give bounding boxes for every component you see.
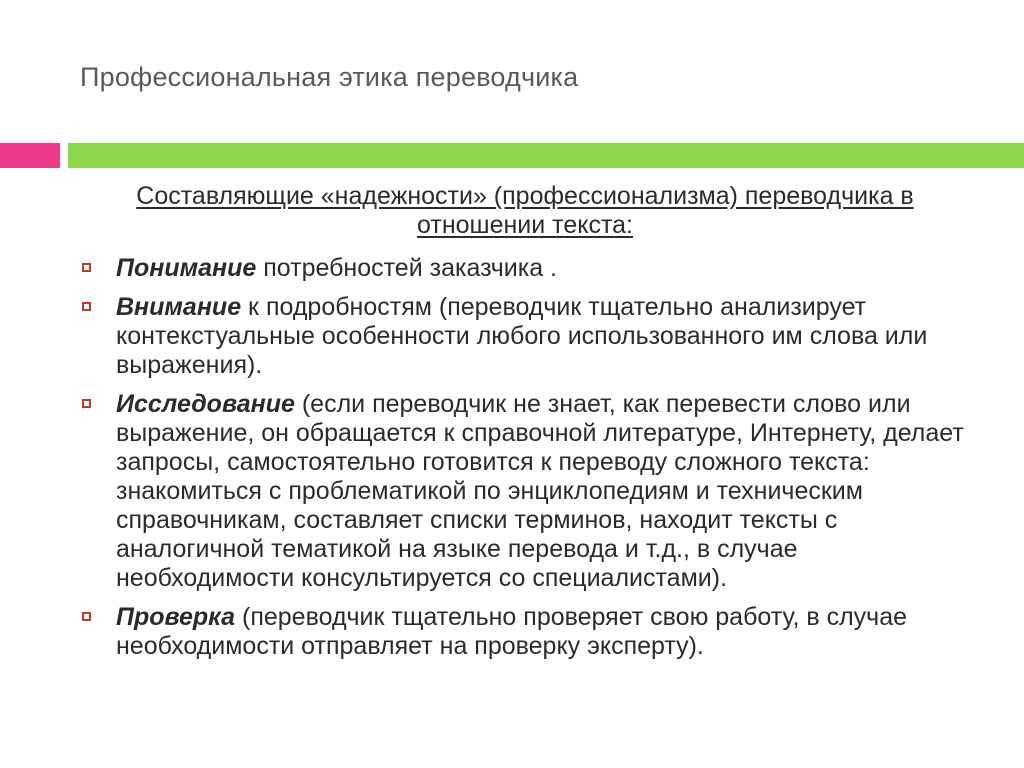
bullet-text: (если переводчик не знает, как перевести слово или выражение, он обращается к справочной литературе, Интернету, делает запросы, самостоятельно готовится к переводу сложного текста: знакомиться с проблематикой по энциклопедиям и техническим справочникам, составляет списки терминов, находит тексты с аналогичной тематикой на языке перевода и т.д., в случае необходимости консультируется со специалистами). bbox=[116, 390, 964, 592]
bullet-item-attention bbox=[80, 293, 980, 380]
bullet-item-verification bbox=[80, 603, 980, 661]
slide-title: Профессиональная этика переводчика bbox=[80, 62, 579, 92]
square-bullet-icon bbox=[82, 263, 91, 272]
bullet-item-understanding bbox=[80, 254, 980, 283]
bullet-term: Исследование bbox=[116, 390, 295, 418]
accent-bar-pink bbox=[0, 143, 60, 168]
bullet-text: потребностей заказчика . bbox=[256, 254, 558, 282]
bullet-term: Проверка bbox=[116, 603, 236, 631]
accent-bar-green bbox=[68, 143, 1024, 168]
bullet-term: Внимание bbox=[116, 293, 242, 321]
bullet-text: к подробностям (переводчик тщательно анализирует контекстуальные особенности любого использованного им слова или выражения). bbox=[116, 293, 928, 379]
bullet-term: Понимание bbox=[116, 254, 257, 282]
bullet-text: (переводчик тщательно проверяет свою работу, в случае необходимости отправляет на проверку эксперту). bbox=[116, 603, 908, 660]
square-bullet-icon bbox=[82, 399, 91, 408]
bullet-list bbox=[80, 254, 980, 671]
square-bullet-icon bbox=[82, 612, 91, 621]
slide-subtitle: Составляющие «надежности» (профессионализма) переводчика в отношении текста: bbox=[136, 182, 914, 239]
square-bullet-icon bbox=[82, 302, 91, 311]
bullet-item-research bbox=[80, 390, 980, 593]
